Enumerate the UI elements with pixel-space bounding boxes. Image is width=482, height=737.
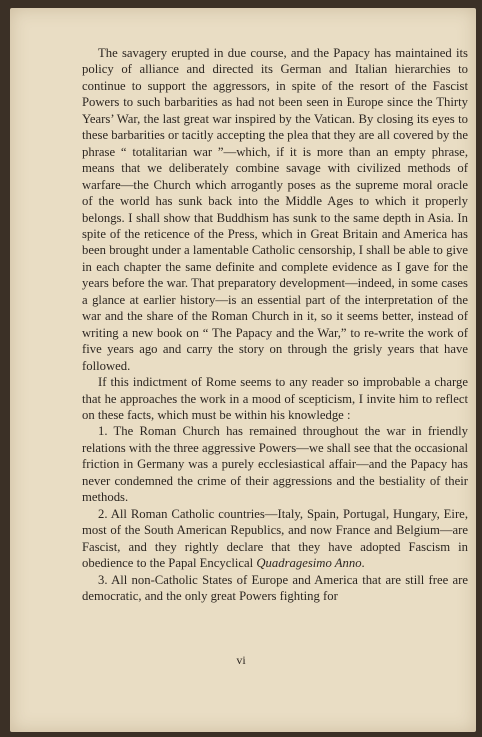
list-item-2-end: . xyxy=(361,556,365,571)
page-body xyxy=(82,45,468,604)
list-item-1: 1. The Roman Church has remained throughout the war in friendly relations with the three aggressive Powers—we shall see that the occasional friction in Germany was a purely ecclesiastical affair—and the Papacy has never condemned the crime of their aggressions and the bestiality of their methods. xyxy=(82,424,468,505)
list-item-2 xyxy=(82,506,468,572)
page-number: vi xyxy=(236,653,246,667)
paragraph-savagery: The savagery erupted in due course, and the Papacy has maintained its policy of alliance and directed its German and Italian hierarchies to continue to support the aggressors, in spite of the resort of the Fascist Powers to such barbarities as had not been seen in Europe since the Thirty Years’ War, the last great war inspired by the Vatican. By closing its eyes to these barbarities or tacitly accepting the plea that they are all covered by the phrase “ totalitarian war ”—which, if it is more than an empty phrase, means that we deliberately combine savage with civilized methods of warfare—the Church which arrogantly poses as the supreme moral oracle of the world has sunk back into the Middle Ages to which it properly belongs. I shall show that Buddhism has sunk to the same depth in Asia. In spite of the reticence of the Press, which in Great Britain and America has been brought under a lamentable Catholic censorship, I shall be able to give in each chapter the same definite and complete evidence as I gave for the years before the war. That preparatory development—indeed, in some cases a glance at earlier history—is an essential part of the interpretation of the war and the share of the Roman Church in it, so it seems better, instead of writing a new book on “ The Papacy and the War,” to re-write the work of five years ago and carry the story on through the grisly years that have followed. xyxy=(82,46,468,373)
list-item-3: 3. All non-Catholic States of Europe and America that are still free are democratic, and the only great Powers fighting for xyxy=(82,572,468,603)
list-item-2-text: 2. All Roman Catholic countries—Italy, Spain, Portugal, Hungary, Eire, most of the South American Republics, and now France and Belgium—are Fascist, and they rightly declare that they have adopted Fascism in obedience to the Papal Encyclical xyxy=(82,506,468,571)
encyclical-title: Quadragesimo Anno xyxy=(256,556,362,571)
paragraph-indictment: If this indictment of Rome seems to any reader so improbable a charge that he approaches the work in a mood of scepticism, I invite him to reflect on these facts, which must be within his knowledge : xyxy=(82,375,468,422)
